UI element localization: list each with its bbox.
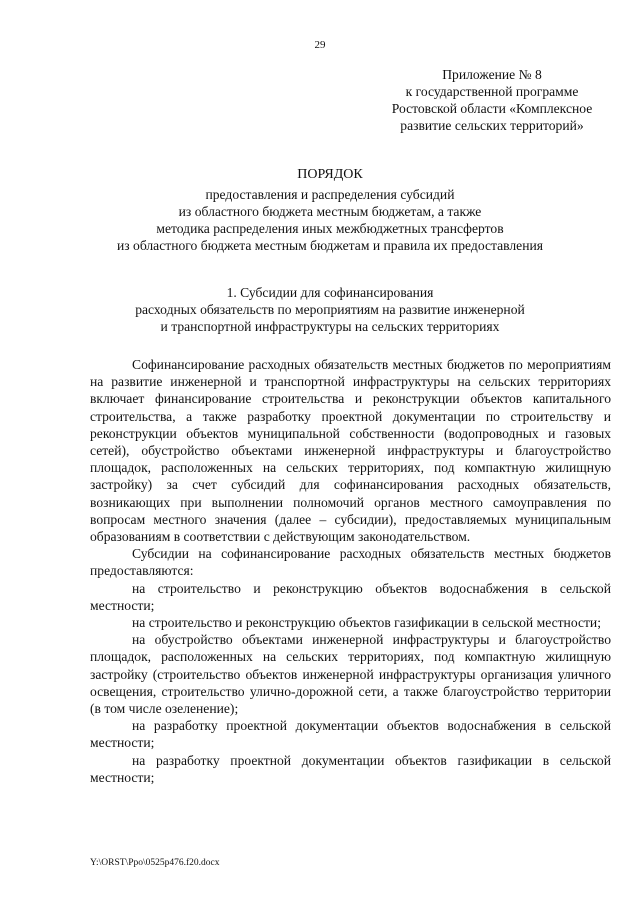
document-title-block <box>60 166 600 254</box>
paragraph: Софинансирование расходных обязательств местных бюджетов по мероприятиям на развитие инженерной и транспортной инфраструктуры на сельских территориях включает финансирование строительства и реконструкции объектов капитального строительства, а также разработку проектной документации по строительству и реконструкции объектов муниципальной собственности (водопроводных и газовых сетей), обустройство объектами инженерной инфраструктуры и благоустройство площадок, расположенных на сельских территориях, под компактную жилищную застройку) за счет субсидий для софинансирования расходных обязательств, возникающих при выполнении полномочий органов местного самоуправления по вопросам местного значения (далее – субсидии), предоставляемых муниципальным образованиям в соответствии с действующим законодательством. <box>90 357 611 545</box>
section-heading-line: и транспортной инфраструктуры на сельских территориях <box>160 319 500 334</box>
paragraph: Субсидии на софинансирование расходных обязательств местных бюджетов предоставляются: <box>90 546 611 579</box>
paragraph: на строительство и реконструкцию объектов газификации в сельской местности; <box>132 615 601 631</box>
appendix-line: к государственной программе <box>405 84 579 99</box>
paragraph: на строительство и реконструкцию объектов водоснабжения в сельской местности; <box>90 580 611 613</box>
appendix-line: развитие сельских территорий» <box>400 118 584 133</box>
section-heading-line: расходных обязательств по мероприятиям на развитие инженерной <box>135 302 525 317</box>
paragraph: на обустройство объектами инженерной инфраструктуры и благоустройство площадок, расположенных на сельских территориях, под компактную жилищную застройку (строительство объектов инженерной инфраструктуры организация уличного освещения, строительство улично-дорожной сети, а также благоустройство территории (в том числе озеленение); <box>90 632 611 717</box>
body-text <box>90 356 611 786</box>
section-heading <box>60 284 600 335</box>
paragraph: на разработку проектной документации объектов водоснабжения в сельской местности; <box>90 718 611 751</box>
footer-file-path: Y:\ORST\Ppo\0525p476.f20.docx <box>90 858 220 868</box>
page-number: 29 <box>314 39 326 51</box>
paragraph: на разработку проектной документации объектов газификации в сельской местности; <box>90 752 611 785</box>
appendix-block <box>372 66 612 134</box>
section-heading-line: 1. Субсидии для софинансирования <box>226 285 434 300</box>
document-subtitle-line: из областного бюджета местным бюджетам и правила их предоставления <box>116 238 543 253</box>
appendix-line: Ростовской области «Комплексное <box>391 101 593 116</box>
document-subtitle-line: из областного бюджета местным бюджетам, а также <box>178 204 482 219</box>
document-title: ПОРЯДОК <box>297 167 363 182</box>
appendix-line: Приложение № 8 <box>442 67 542 82</box>
document-subtitle-line: методика распределения иных межбюджетных трансфертов <box>156 221 504 236</box>
document-subtitle-line: предоставления и распределения субсидий <box>205 187 455 202</box>
